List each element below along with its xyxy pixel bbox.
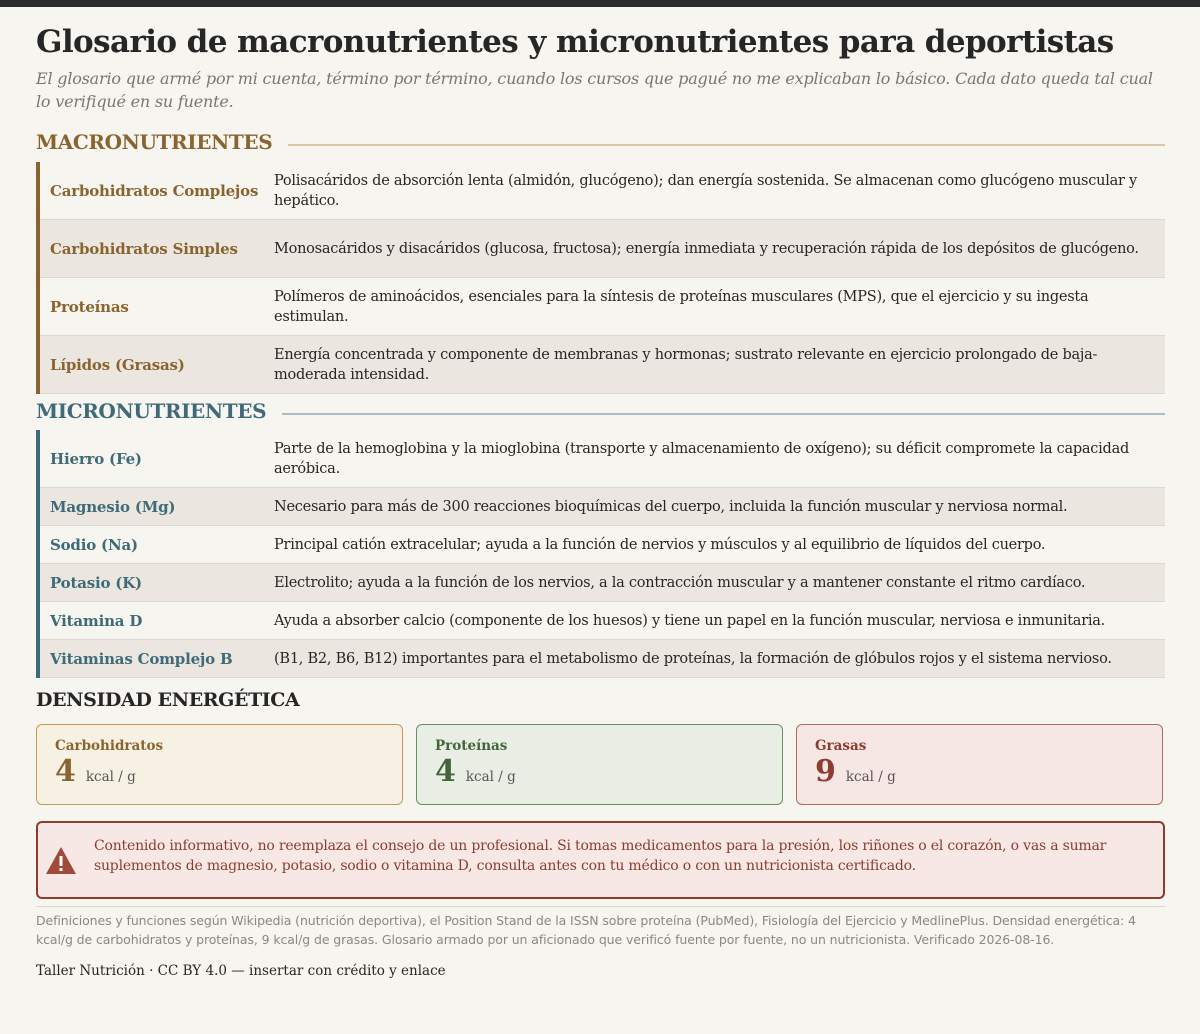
macro-divider — [288, 144, 1165, 146]
density-cards — [36, 724, 1165, 805]
density-heading: DENSIDAD ENERGÉTICA — [36, 689, 300, 711]
glossary-page — [36, 22, 1165, 979]
definition: Energía concentrada y componente de membranas y hormonas; sustrato relevante en ejercicio prolongado de baja-moderada intensidad. — [274, 346, 1098, 383]
macro-table — [36, 162, 1165, 394]
term: Hierro (Fe) — [50, 449, 142, 468]
table-row — [40, 336, 1165, 394]
definition: Monosacáridos y disacáridos (glucosa, fructosa); energía inmediata y recuperación rápida de los depósitos de glucógeno. — [274, 240, 1139, 257]
term: Sodio (Na) — [50, 535, 138, 554]
table-row — [40, 162, 1165, 220]
table-row — [40, 430, 1165, 488]
table-row — [40, 278, 1165, 336]
card-value-row — [435, 756, 764, 788]
card-label: Proteínas — [435, 738, 508, 754]
card-value: 4 — [55, 754, 76, 789]
term: Vitaminas Complejo B — [50, 649, 233, 668]
micro-section-header — [36, 396, 1165, 426]
term: Proteínas — [50, 297, 129, 316]
definition: Polisacáridos de absorción lenta (almidón, glucógeno); dan energía sostenida. Se almacenan como glucógeno muscular y hepático. — [274, 172, 1137, 209]
definition: Parte de la hemoglobina y la mioglobina (transporte y almacenamiento de oxígeno); su déficit compromete la capacidad aeróbica. — [274, 440, 1130, 477]
term: Vitamina D — [50, 611, 143, 630]
definition: Polímeros de aminoácidos, esenciales para la síntesis de proteínas musculares (MPS), que el ejercicio y su ingesta estimulan. — [274, 288, 1089, 325]
micro-table — [36, 430, 1165, 678]
sources-note: Definiciones y funciones según Wikipedia (nutrición deportiva), el Position Stand de la ISSN sobre proteína (PubMed), Fisiología del Ejercicio y MedlinePlus. Densidad energética: 4 kcal/g de carbohidratos y proteínas, 9 kcal/g de grasas. Glosario armado por un aficionado que verificó fuente por fuente, no un nutricionista. Verificado 2026-08-16. — [36, 906, 1165, 949]
term: Magnesio (Mg) — [50, 497, 176, 516]
card-unit: kcal / g — [85, 769, 136, 785]
term: Lípidos (Grasas) — [50, 355, 185, 374]
definition: Necesario para más de 300 reacciones bioquímicas del cuerpo, incluida la función muscular y nerviosa normal. — [274, 498, 1068, 515]
top-bar — [0, 0, 1200, 7]
table-row — [40, 602, 1165, 640]
table-row — [40, 526, 1165, 564]
term: Carbohidratos Simples — [50, 239, 238, 258]
micro-divider — [282, 413, 1165, 415]
definition: Ayuda a absorber calcio (componente de los huesos) y tiene un papel en la función muscular, nerviosa e inmunitaria. — [274, 612, 1106, 629]
density-card-fats — [796, 724, 1163, 805]
density-card-carbs — [36, 724, 403, 805]
card-value-row — [55, 756, 384, 788]
table-row — [40, 488, 1165, 526]
card-label: Grasas — [815, 738, 867, 754]
macro-section-header — [36, 127, 1165, 157]
warning-box — [36, 821, 1165, 899]
table-row — [40, 564, 1165, 602]
table-row — [40, 220, 1165, 278]
definition: (B1, B2, B6, B12) importantes para el metabolismo de proteínas, la formación de glóbulos rojos y el sistema nervioso. — [274, 650, 1112, 667]
page-subtitle: El glosario que armé por mi cuenta, término por término, cuando los cursos que pagué no me explicaban lo básico. Cada dato queda tal cual lo verifiqué en su fuente. — [36, 69, 1153, 111]
density-card-protein — [416, 724, 783, 805]
card-label: Carbohidratos — [55, 738, 164, 754]
table-row — [40, 640, 1165, 678]
card-value: 4 — [435, 754, 456, 789]
page-title: Glosario de macronutrientes y micronutrientes para deportistas — [36, 24, 1114, 60]
definition: Electrolito; ayuda a la función de los nervios, a la contracción muscular y a mantener constante el ritmo cardíaco. — [274, 574, 1086, 591]
term: Potasio (K) — [50, 573, 142, 592]
macro-heading: MACRONUTRIENTES — [36, 130, 273, 154]
term: Carbohidratos Complejos — [50, 181, 259, 200]
micro-heading: MICRONUTRIENTES — [36, 399, 267, 423]
credit-line: Taller Nutrición · CC BY 4.0 — insertar con crédito y enlace — [36, 963, 446, 979]
card-value-row — [815, 756, 1144, 788]
card-unit: kcal / g — [465, 769, 516, 785]
card-value: 9 — [815, 754, 836, 789]
card-unit: kcal / g — [845, 769, 896, 785]
warning-text: Contenido informativo, no reemplaza el consejo de un profesional. Si tomas medicamentos para la presión, los riñones o el corazón, o vas a sumar suplementos de magnesio, potasio, sodio o vitamina D, consulta antes con tu médico o con un nutricionista certificado. — [94, 838, 1107, 874]
warning-icon — [44, 844, 78, 878]
definition: Principal catión extracelular; ayuda a la función de nervios y músculos y al equilibrio de líquidos del cuerpo. — [274, 536, 1046, 553]
